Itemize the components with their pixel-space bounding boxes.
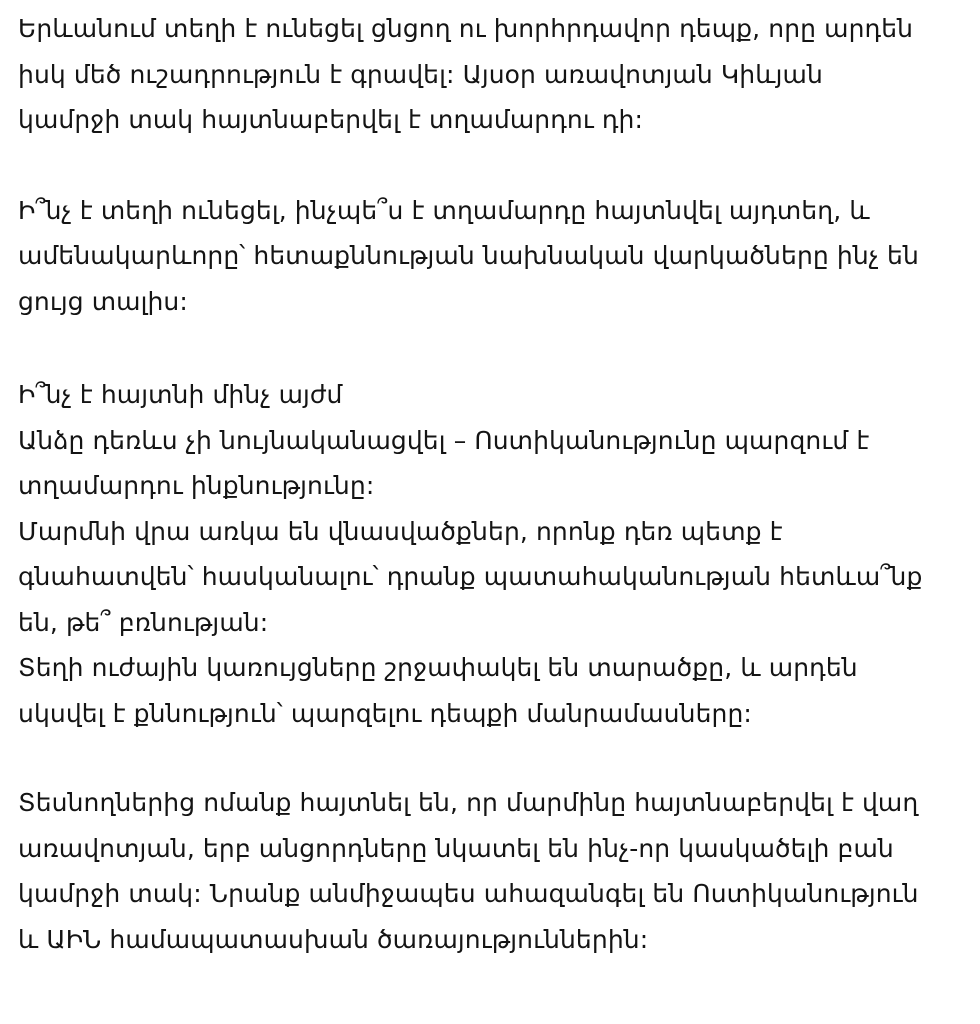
paragraph-questions <box>18 188 960 325</box>
paragraph-spacer <box>18 736 960 780</box>
text-line: ամենակարևորը՝ հետաքննության նախնական վարկածները ինչ են <box>18 241 919 270</box>
paragraph-spacer <box>18 324 960 372</box>
text-line: ցույց տալիս: <box>18 286 188 316</box>
text-line: Տեղի ուժային կառույցները շրջափակել են տարածքը, և արդեն <box>18 653 858 682</box>
paragraph-known-facts <box>18 372 960 736</box>
text-line: առավոտյան, երբ անցորդները նկատել են ինչ-որ կասկածելի բան <box>18 833 894 863</box>
text-line: Երևանում տեղի է ունեցել ցնցող ու խորհրդավոր դեպք, որը արդեն <box>18 14 914 43</box>
text-line: Ի՞նչ է տեղի ունեցել, ինչպե՞ս է տղամարդը հայտնվել այդտեղ, և <box>18 195 870 225</box>
paragraph-spacer <box>18 143 960 188</box>
text-line: Ի՞նչ է հայտնի մինչ այժմ <box>18 380 343 409</box>
text-line: իսկ մեծ ուշադրություն է գրավել: Այսօր առավոտյան Կիևյան <box>18 59 823 89</box>
paragraph-witnesses <box>18 780 960 962</box>
text-line: Մարմնի վրա առկա են վնասվածքներ, որոնք դեռ պետք է <box>18 516 783 546</box>
text-line: կամրջի տակ հայտնաբերվել է տղամարդու դի: <box>18 105 644 134</box>
text-line: գնահատվեն՝ հասկանալու՝ դրանք պատահականության հետևա՞նք <box>18 562 923 591</box>
text-line: Տեսնողներից ոմանք հայտնել են, որ մարմինը հայտնաբերվել է վաղ <box>18 788 919 817</box>
paragraph-intro <box>18 6 960 143</box>
text-line: սկսվել է քննություն՝ պարզելու դեպքի մանրամասները: <box>18 698 752 728</box>
text-line: կամրջի տակ: Նրանք անմիջապես ահազանգել են Ոստիկանություն <box>18 879 919 908</box>
text-line: և ԱԻՆ համապատասխան ծառայություններին: <box>18 924 649 954</box>
text-line: Անձը դեռևս չի նույնականացվել – Ոստիկանությունը պարզում է <box>18 425 870 455</box>
text-line: տղամարդու ինքնությունը: <box>18 471 375 500</box>
text-line: են, թե՞ բռնության: <box>18 607 269 637</box>
